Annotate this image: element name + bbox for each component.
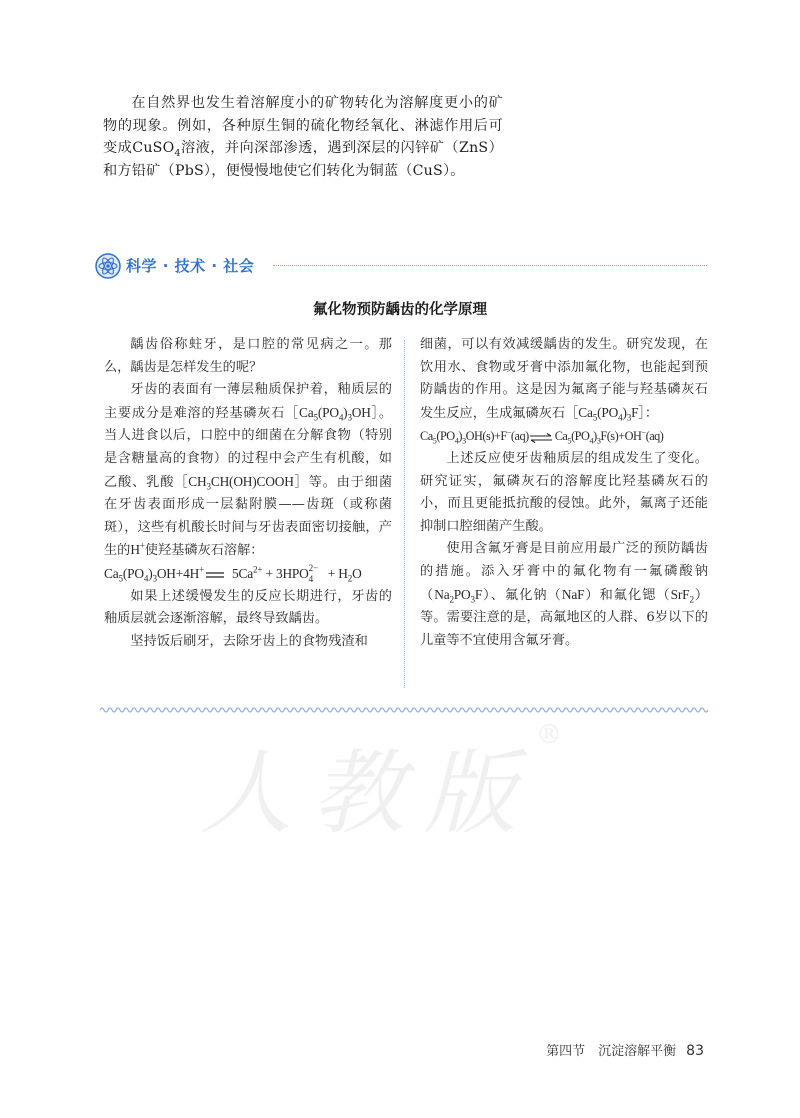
text-run: 牙齿的表面有一薄层釉质保护着，釉质层的主要成分是难溶的羟基磷灰石［: [104, 382, 392, 421]
page-number: 83: [686, 1043, 704, 1059]
f-sub: 3: [347, 412, 352, 423]
intro-text-5: ）。: [442, 162, 465, 179]
section-label: 科学 · 技术 · 社会: [126, 257, 255, 275]
formula-fluorapatite: [578, 404, 639, 423]
intro-text-4: ），便慢慢地使它们转化为铜蓝（: [203, 162, 413, 179]
f-sub: 4: [308, 573, 313, 584]
f-sup: −: [641, 428, 646, 438]
f-sub: 4: [338, 412, 344, 423]
equation-2: [420, 425, 708, 448]
atom-badge-icon: [95, 253, 121, 279]
text-run: ）等。需要注意的是，高氟地区的人群、6岁以下的儿童等不宜使用含氟牙膏。: [420, 587, 709, 648]
f-sub: 3: [461, 436, 466, 446]
text-run: 细菌，可以有效减缓龋齿的发生。研究发现，在饮用水、食物或牙膏中添加氟化物，也能起到预防龋齿的作用。这是因为氟离子能与羟基磷灰石发生反应，生成氟磷灰石［: [420, 337, 708, 421]
right-paragraph-2: 上述反应使牙齿釉质层的组成发生了变化。研究证实，氟磷灰石的溶解度比羟基磷灰石的小，而且更能抵抗酸的侵蚀。此外，氟离子还能抑制口腔细菌产生酸。: [420, 450, 708, 534]
text-run: ）和氟化锶（: [584, 587, 671, 603]
intro-text-2: 溶液，并向深部渗透，遇到深层的闪锌矿（: [180, 140, 460, 157]
f-sub: 5: [118, 573, 123, 584]
f: ): [593, 429, 597, 444]
intro-paragraph: [103, 92, 503, 182]
section-header: [95, 253, 707, 279]
formula-cuso4: CuSO: [132, 140, 175, 157]
publisher-watermark: [200, 720, 630, 847]
f-sub: 4: [454, 436, 459, 446]
f: (PO: [597, 404, 619, 420]
f-sub: 5: [592, 412, 598, 423]
formula-lactic-acid: [188, 473, 294, 492]
registered-mark: ®: [536, 720, 563, 750]
f: Ca: [420, 429, 433, 444]
f-sup: +: [199, 564, 205, 575]
f-sub: 3: [596, 436, 601, 446]
f-sub: 2: [449, 594, 454, 605]
text-run: 使羟基磷灰石溶解：: [144, 543, 264, 559]
right-paragraph-1: [420, 334, 708, 425]
f: Ca: [298, 404, 314, 420]
f: Ca: [104, 565, 119, 581]
f: ): [458, 429, 462, 444]
equals-sign-icon: [204, 570, 232, 580]
page-footer: [546, 1040, 704, 1059]
f: CH(OH)COOH: [210, 473, 294, 489]
f-sub: 4: [589, 436, 594, 446]
f-sub: 4: [143, 573, 149, 584]
formula-naf: NaF: [561, 586, 585, 602]
f: Ca: [578, 404, 593, 420]
column-divider: [404, 340, 405, 688]
text-run: 使用含氟牙膏是目前应用最广泛的预防龋齿的措施。添入牙膏中的氟化物有一氟磷酸钠（: [420, 541, 708, 603]
intro-text-1: 在自然界也发生着溶解度小的矿物转化为溶解度更小的矿物的现象。例如，各种原生铜的硫化物经氧化、淋滤作用后可变成: [103, 95, 503, 157]
f-sup: 2−: [308, 562, 318, 573]
f: OH+4H: [156, 565, 200, 581]
f: ): [622, 404, 627, 420]
f: SrF: [670, 586, 690, 602]
f: OH: [351, 404, 371, 420]
watermark-text: 人教版: [200, 740, 537, 847]
f: OH(s)+F: [465, 429, 507, 444]
text-run: ］等。由于细菌在牙齿表面形成一层黏附膜——齿斑（或称菌斑），这些有机酸长时间与牙齿表面密切接触，产生的: [104, 474, 393, 559]
left-paragraph-4: 坚持饭后刷牙，去除牙齿上的食物残渣和: [130, 633, 368, 649]
article-left-column: [104, 334, 392, 653]
f: ): [343, 404, 348, 420]
formula-hydroxyapatite: [298, 404, 371, 423]
f: O: [352, 565, 362, 581]
text-run: ）、氟化钠（: [482, 587, 562, 603]
text-run: ］：: [638, 405, 659, 421]
f: (PO: [571, 429, 590, 444]
f: ): [148, 565, 153, 581]
wavy-divider: [100, 705, 708, 715]
f: F: [474, 586, 483, 602]
f: (aq): [645, 429, 664, 444]
f: Na: [434, 586, 450, 602]
f-sup: 2+: [253, 564, 263, 575]
f: 5Ca: [232, 565, 253, 581]
formula-zns: ZnS: [459, 140, 489, 157]
f: (PO: [317, 404, 339, 420]
f: + H: [324, 565, 348, 581]
f: (PO: [122, 565, 144, 581]
equilibrium-arrow-icon: [529, 433, 555, 443]
f-sub: 3: [470, 594, 475, 605]
equation-1: [104, 563, 392, 586]
f: F: [631, 404, 639, 420]
f: CH: [188, 473, 207, 489]
f-sub: 3: [626, 412, 632, 423]
f-sub: 4: [618, 412, 623, 423]
f-sub: 5: [432, 436, 437, 446]
f: (PO: [436, 429, 455, 444]
formula-srf2: [670, 586, 694, 605]
formula-cus: CuS: [412, 162, 443, 179]
f-sub: 2: [347, 573, 353, 584]
intro-text-3: ）和方铅矿（: [103, 140, 503, 179]
section-divider: [273, 265, 707, 266]
left-paragraph-2: [104, 379, 392, 563]
f-sub: 3: [152, 573, 157, 584]
formula-na2po3f: [434, 586, 483, 605]
formula-pbs: PbS: [174, 162, 204, 179]
footer-section: 第四节 沉淀溶解平衡: [546, 1044, 677, 1059]
f-sub: 5: [313, 412, 318, 423]
article-title: 氟化物预防龋齿的化学原理: [313, 302, 487, 318]
f-sup: +: [139, 540, 145, 551]
f: Ca: [554, 429, 568, 444]
left-paragraph-3: 如果上述缓慢发生的反应长期进行，牙齿的釉质层就会逐渐溶解，最终导致龋齿。: [104, 588, 392, 627]
formula-hydrogen-ion: [130, 542, 144, 557]
f-sub: 5: [567, 436, 572, 446]
intro-text: [103, 92, 503, 182]
f-sub: 2: [689, 594, 694, 605]
f-sub: 3: [206, 481, 211, 492]
f: PO: [453, 586, 471, 602]
f: (aq): [510, 429, 529, 444]
right-paragraph-3: [420, 538, 708, 652]
f: H: [130, 542, 140, 558]
f-sup: −: [506, 428, 511, 438]
f: F(s)+OH: [600, 429, 642, 444]
formula-sub: 4: [174, 148, 181, 160]
f: + 3HPO: [262, 565, 309, 581]
text-run: ］。当人进食以后，口腔中的细菌在分解食物（特别是含糖量高的食物）的过程中会产生有机酸，如乙酸、乳酸［: [104, 405, 393, 490]
article-right-column: [420, 334, 708, 652]
super-sub-stack: [308, 562, 318, 584]
left-paragraph-1: 龋齿俗称蛀牙，是口腔的常见病之一。那么，龋齿是怎样发生的呢？: [104, 337, 392, 375]
